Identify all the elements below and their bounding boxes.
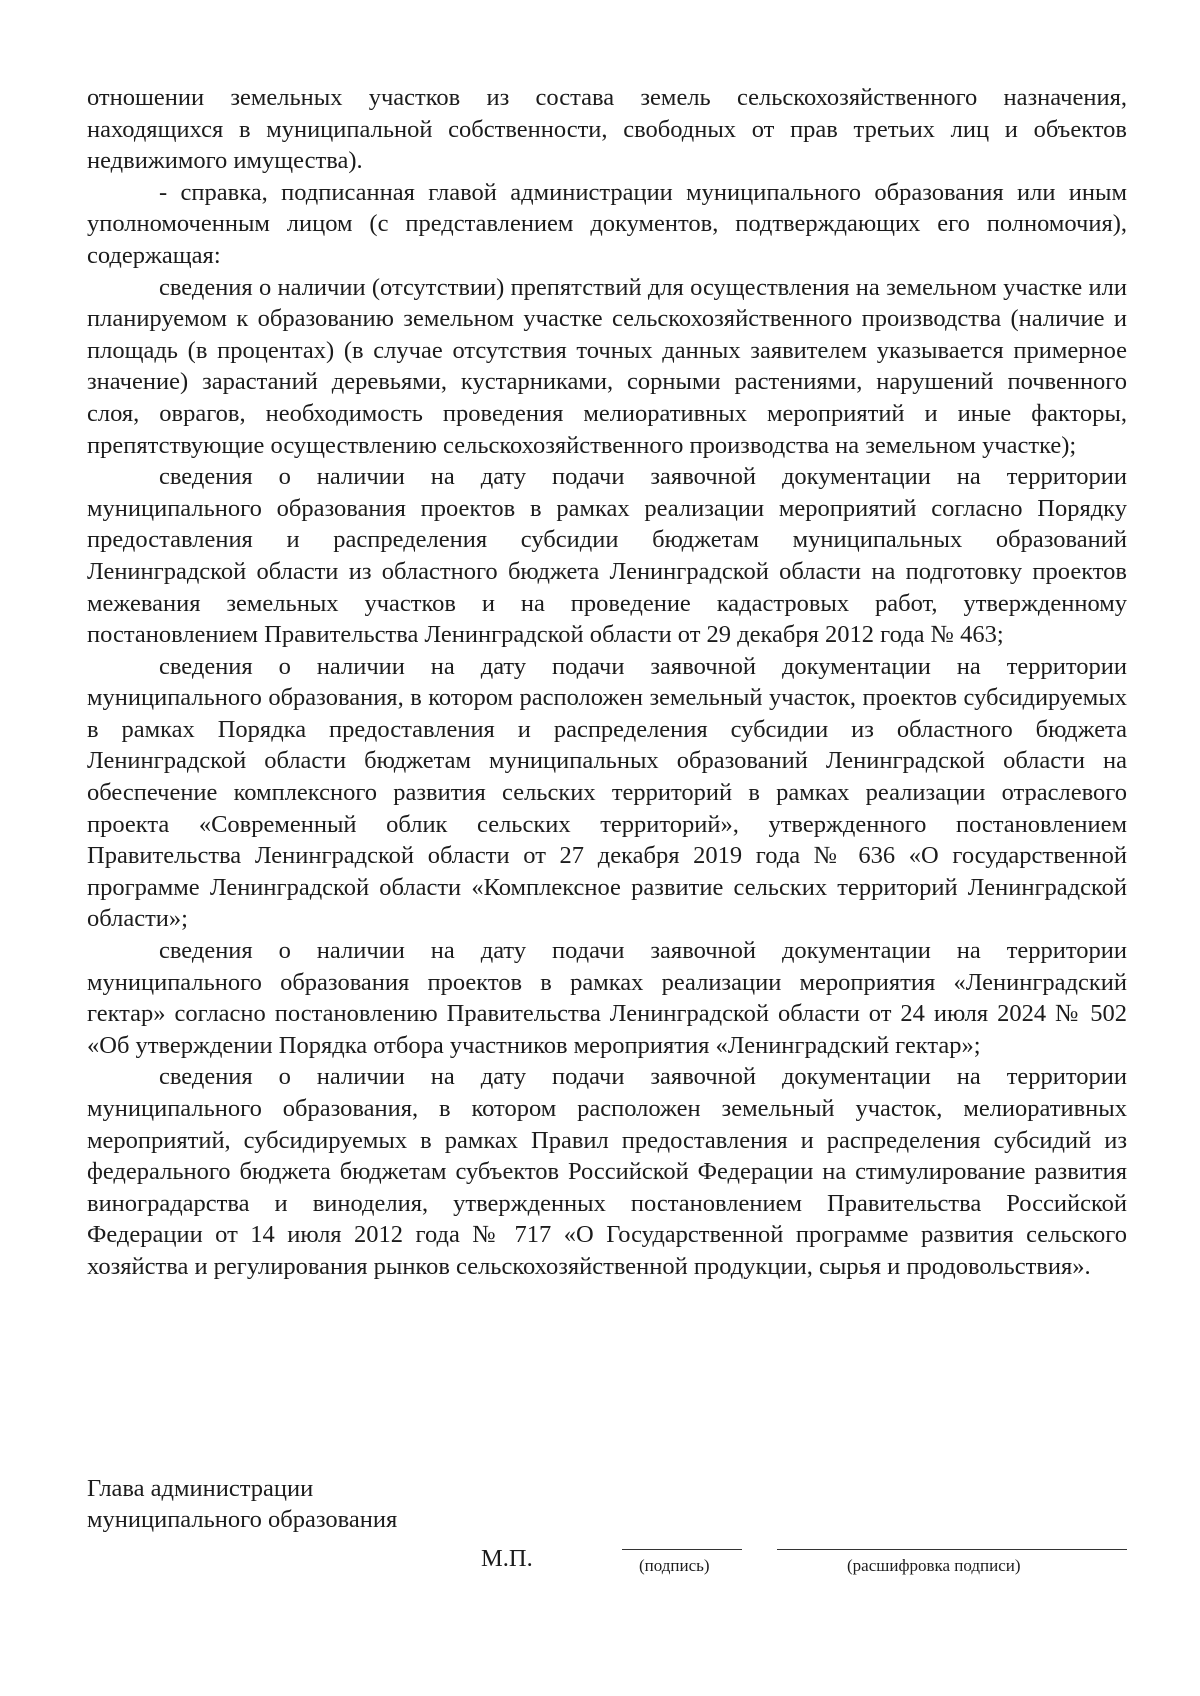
stamp-place: М.П. — [481, 1545, 533, 1572]
paragraph-obstacles: сведения о наличии (отсутствии) препятствий для осуществления на земельном участке или планируемом к образованию земельном участке сельскохозяйственного производства (наличие и площадь (в процентах) (в случае отсутствия точных данных заявителем указывается примерное значение) зарастаний деревьями, кустарниками, сорными растениями, нарушений почвенного слоя, оврагов, необходимость проведения мелиоративных мероприятий и иные факторы, препятствующие осуществлению сельскохозяйственного производства на земельном участке); — [87, 273, 1127, 459]
paragraph-melioration: сведения о наличии на дату подачи заявочной документации на территории муниципального образования, в котором расположен земельный участок, мелиоративных мероприятий, субсидируемых в рамках Правил предоставления и распределения субсидий из федерального бюджета бюджетам субъектов Российской Федерации на стимулирование развития виноградарства и виноделия, утвержденных постановлением Правительства Российской Федерации от 14 июля 2012 года № 717 «О Государственной программе развития сельского хозяйства и регулирования рынков сельскохозяйственной продукции, сырья и продовольствия». — [87, 1063, 1127, 1280]
paragraph-cadastral-projects: сведения о наличии на дату подачи заявочной документации на территории муниципального образования проектов в рамках реализации мероприятий согласно Порядку предоставления и распределения субсидии бюджетам муниципальных образований Ленинградской области из областного бюджета Ленинградской области на подготовку проектов межевания земельных участков и на проведение кадастровых работ, утвержденному постановлением Правительства Ленинградской области от 29 декабря 2012 года № 463; — [87, 463, 1127, 649]
signature-caption: (подпись) — [639, 1556, 710, 1575]
paragraph-certificate: - справка, подписанная главой администрации муниципального образования или иным уполномоченным лицом (с представлением документов, подтверждающих его полномочия), содержащая: — [87, 178, 1127, 269]
paragraph-rural-projects: сведения о наличии на дату подачи заявочной документации на территории муниципального образования, в котором расположен земельный участок, проектов субсидируемых в рамках Порядка предоставления и распределения субсидии из областного бюджета Ленинградской области бюджетам муниципальных образований Ленинградской области на обеспечение комплексного развития сельских территорий в рамках реализации отраслевого проекта «Современный облик сельских территорий», утвержденного постановлением Правительства Ленинградской области от 27 декабря 2019 года № 636 «О государственной программе Ленинградской области «Комплексное развитие сельских территорий Ленинградской области»; — [87, 652, 1127, 933]
name-caption: (расшифровка подписи) — [847, 1556, 1021, 1575]
paragraph-continuation: отношении земельных участков из состава земель сельскохозяйственного назначения, находящихся в муниципальной собственности, свободных от прав третьих лиц и объектов недвижимого имущества). — [87, 84, 1127, 175]
paragraph-hectare-projects: сведения о наличии на дату подачи заявочной документации на территории муниципального образования проектов в рамках реализации мероприятия «Ленинградский гектар» согласно постановлению Правительства Ленинградской области от 24 июля 2024 № 502 «Об утверждении Порядка отбора участников мероприятия «Ленинградский гектар»; — [87, 937, 1127, 1059]
signature-line — [622, 1549, 742, 1550]
name-line — [777, 1549, 1127, 1550]
signature-block — [87, 1473, 1127, 1603]
document-body — [87, 82, 1127, 1283]
signatory-title-line2: муниципального образования — [87, 1506, 398, 1533]
signatory-title-line1: Глава администрации — [87, 1475, 314, 1502]
signatory-title — [87, 1473, 397, 1535]
